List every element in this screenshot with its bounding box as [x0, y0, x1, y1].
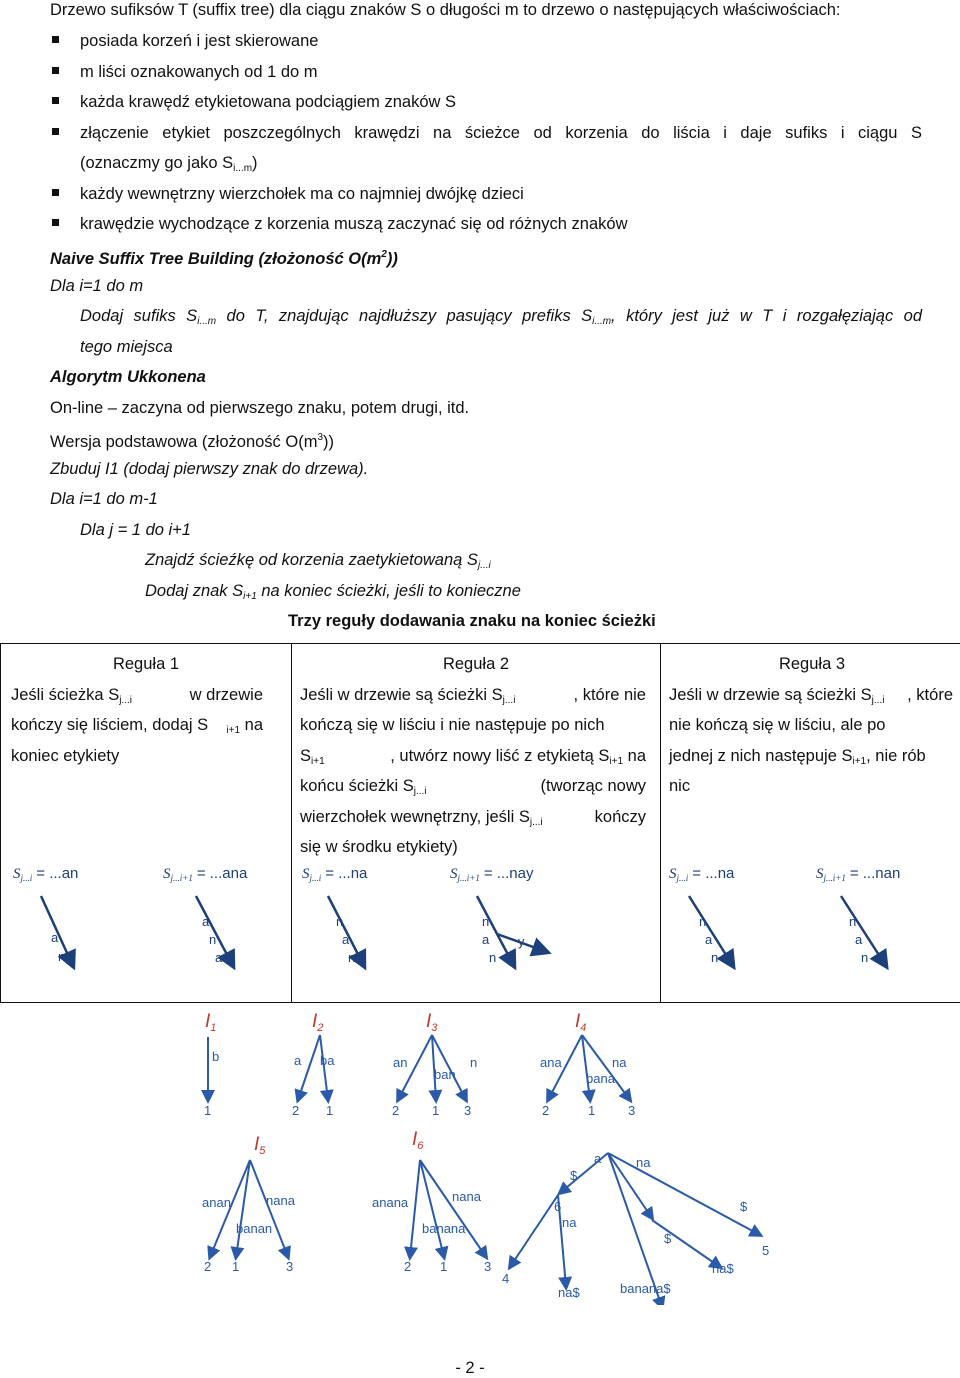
bullet-2: m liści oznakowanych od 1 do m: [80, 62, 318, 82]
tree-title-i3: $I_3$: [426, 1011, 438, 1034]
ukkonen-build: Zbuduj I1 (dodaj pierwszy znak do drzewa).: [50, 459, 368, 479]
tree-edge: [420, 1160, 486, 1257]
edge-label: a: [594, 1151, 602, 1166]
rule-1-figure: [1, 854, 291, 974]
edge-label: na: [636, 1155, 651, 1170]
edge-label: anana: [372, 1195, 409, 1210]
edge-label: a: [342, 932, 350, 947]
rule-1-title: Reguła 1: [1, 654, 291, 674]
edge-label: ban: [434, 1067, 456, 1082]
edge-label: $: [740, 1199, 748, 1214]
leaf-label: 2: [204, 1259, 211, 1274]
bullet-5: każdy wewnętrzny wierzchołek ma co najmniej dwójkę dzieci: [80, 184, 524, 204]
edge-label: banana: [422, 1221, 466, 1236]
rule-3-line-2: nie kończą się w liściu, ale po: [669, 715, 953, 735]
rule-1-cell: [1, 644, 292, 1003]
bullet-3: każda krawędź etykietowana podciągiem znaków S: [80, 92, 456, 112]
bullet-icon: [52, 219, 59, 226]
edge-label: b: [212, 1049, 219, 1064]
definition-text: Drzewo sufiksów T (suffix tree) dla ciągu znaków S o długości m to drzewo o następujących właściwościach:: [50, 0, 841, 20]
tree-title-i4: $I_4$: [575, 1011, 586, 1034]
rule-3-line-4: nic: [669, 776, 690, 796]
bullet-1: posiada korzeń i jest skierowane: [80, 31, 318, 51]
tree-title-i6: $I_6$: [412, 1129, 424, 1152]
rule-3-left-label: $S_{j...i} = ...na$: [669, 865, 735, 883]
edge-label: n: [58, 949, 65, 964]
naive-heading: Naive Suffix Tree Building (złożoność $O(m^2)$): [50, 245, 398, 269]
bullet-icon: [52, 67, 59, 74]
edge-label: na$: [712, 1261, 734, 1276]
rule-3-figure: [661, 854, 960, 974]
edge-label: a: [215, 950, 223, 965]
bullet-icon: [52, 189, 59, 196]
leaf-label: 3: [628, 1103, 635, 1118]
rule-1-line-1: Jeśli ścieżka $S_{j...i}$ w drzewie: [11, 685, 263, 711]
leaf-label: 5: [762, 1243, 769, 1258]
rule-3-line-3: jednej z nich następuje $S_{i+1}$, nie rób: [669, 746, 953, 772]
ukkonen-loop-i: Dla i=1 do m-1: [50, 489, 158, 509]
edge-label: n: [849, 914, 856, 929]
edge-label: n: [699, 914, 706, 929]
tree-edge: [652, 1220, 720, 1267]
leaf-label: 3: [286, 1259, 293, 1274]
bullet-6: krawędzie wychodzące z korzenia muszą zaczynać się od różnych znaków: [80, 214, 628, 234]
rule-2-line-1: Jeśli w drzewie są ścieżki $S_{j...i}$ , które nie: [300, 685, 646, 711]
tree-edge: [510, 1195, 558, 1267]
rule-2-left-label: $S_{j...i} = ...na$: [302, 865, 368, 883]
ukkonen-add: Dodaj znak $S_{i+1}$ na koniec ścieżki, jeśli to konieczne: [145, 581, 521, 607]
edge-label: n: [861, 950, 868, 965]
edge-label: ana: [540, 1055, 562, 1070]
naive-step-continuation: tego miejsca: [80, 337, 173, 357]
tree-edge: [298, 1035, 320, 1100]
edge-label: $: [664, 1231, 672, 1246]
bullet-4-continuation: (oznaczmy go jako $S_{i...m}$): [80, 153, 258, 179]
leaf-label: 6: [554, 1199, 561, 1214]
rules-title: Trzy reguły dodawania znaku na koniec ścieżki: [288, 611, 656, 631]
leaf-label: 4: [502, 1271, 509, 1286]
leaf-label: 2: [542, 1103, 549, 1118]
naive-step: Dodaj sufiks $S_{i...m}$ do T, znajdując najdłuższy pasujący prefiks $S_{i...m}$, który jest już w T i rozgałęziając od: [80, 306, 922, 332]
edge-label: banan: [236, 1221, 272, 1236]
tree-edge: [608, 1153, 760, 1235]
edge-label: na: [612, 1055, 627, 1070]
rule-3-line-1: Jeśli w drzewie są ścieżki $S_{j...i}$ , które: [669, 685, 953, 711]
rule-1-right-label: $S_{j...i+1} = ...ana$: [163, 865, 248, 883]
edge-label: n: [470, 1055, 477, 1070]
edge-label: nana: [452, 1189, 482, 1204]
bullet-4: złączenie etykiet poszczególnych krawędzi na ścieżce od korzenia do liścia i daje sufiks i ciągu S: [80, 123, 922, 143]
rule-3-title: Reguła 3: [661, 654, 960, 674]
edge-label: n: [489, 950, 496, 965]
rule-1-line-3: koniec etykiety: [11, 746, 119, 766]
edge-label: ba: [320, 1053, 335, 1068]
leaf-label: 2: [404, 1259, 411, 1274]
tree-title-i5: $I_5$: [254, 1134, 266, 1157]
leaf-label: 1: [432, 1103, 439, 1118]
edge-label: n: [336, 914, 343, 929]
ukkonen-online: On-line – zaczyna od pierwszego znaku, potem drugi, itd.: [50, 398, 469, 418]
edge-label: anan: [202, 1195, 231, 1210]
rule-2-cell: [292, 644, 661, 1003]
bullet-icon: [52, 128, 59, 135]
rule-2-left-edge: [328, 896, 364, 966]
rule-2-title: Reguła 2: [292, 654, 660, 674]
leaf-label: 2: [292, 1103, 299, 1118]
edge-label: a: [705, 932, 713, 947]
branch-label: y: [518, 934, 525, 949]
rule-1-line-2: kończy się liściem, dodaj S $_{i+1}$ na: [11, 715, 263, 741]
leaf-label: 2: [392, 1103, 399, 1118]
leaf-label: 3: [484, 1259, 491, 1274]
edge-label: a: [51, 930, 59, 945]
leaf-label: 1: [326, 1103, 333, 1118]
rule-2-line-5: wierzchołek wewnętrzny, jeśli $S_{j...i}$ kończy: [300, 807, 646, 833]
edge-label: n: [711, 950, 718, 965]
rules-table: [0, 643, 960, 1003]
edge-label: na: [562, 1215, 577, 1230]
rule-3-cell: [661, 644, 960, 1003]
edge-label: na$: [558, 1285, 580, 1300]
tree-edge: [410, 1160, 420, 1257]
rule-1-left-label: $S_{j...i} = ...an$: [13, 865, 78, 883]
ukkonen-basic: Wersja podstawowa (złożoność $O(m^3)$): [50, 428, 334, 452]
tree-title-i1: $I_1$: [205, 1011, 216, 1034]
rule-2-line-6: się w środku etykiety): [300, 837, 458, 857]
rule-2-line-2: kończą się w liściu i nie następuje po nich: [300, 715, 605, 735]
rule-2-line-4: końcu ścieżki $S_{j...i}$ (tworząc nowy: [300, 776, 646, 802]
edge-label: n: [348, 950, 355, 965]
edge-label: a: [482, 932, 490, 947]
edge-label: a: [294, 1053, 302, 1068]
tree-title-i2: $I_2$: [312, 1011, 323, 1034]
ukkonen-heading: Algorytm Ukkonena: [50, 367, 206, 387]
naive-loop: Dla i=1 do m: [50, 276, 143, 296]
ukkonen-find: Znajdź ścieźkę od korzenia zaetykietowaną $S_{j...i}$: [145, 550, 491, 576]
leaf-label: 1: [588, 1103, 595, 1118]
rule-2-right-label: $S_{j...i+1} = ...nay$: [450, 865, 534, 883]
rule-3-right-label: $S_{j...i+1} = ...nan$: [816, 865, 900, 883]
edge-label: an: [393, 1055, 407, 1070]
rule-2-line-3: $S_{i+1}$ , utwórz nowy liść z etykietą $S_{i+1}$ na: [300, 746, 646, 772]
edge-label: $: [570, 1168, 578, 1183]
rule-2-figure: [292, 854, 660, 974]
leaf-label: 1: [440, 1259, 447, 1274]
tree-edge: [420, 1160, 444, 1257]
bullet-icon: [52, 97, 59, 104]
edge-label: nana: [266, 1193, 296, 1208]
edge-label: banana$: [620, 1281, 671, 1296]
page-number: - 2 -: [0, 1358, 940, 1378]
edge-label: n: [482, 914, 489, 929]
tree-edge: [250, 1160, 288, 1257]
edge-label: a: [855, 932, 863, 947]
edge-label: n: [209, 932, 216, 947]
leaf-label: 1: [232, 1259, 239, 1274]
ukkonen-loop-j: Dla j = 1 do i+1: [80, 520, 191, 540]
leaf-label: 1: [204, 1103, 211, 1118]
edge-label: a: [202, 914, 210, 929]
edge-label: bana: [586, 1071, 616, 1086]
leaf-label: 3: [464, 1103, 471, 1118]
bullet-icon: [52, 36, 59, 43]
ukkonen-trees-diagram: [0, 1005, 960, 1305]
